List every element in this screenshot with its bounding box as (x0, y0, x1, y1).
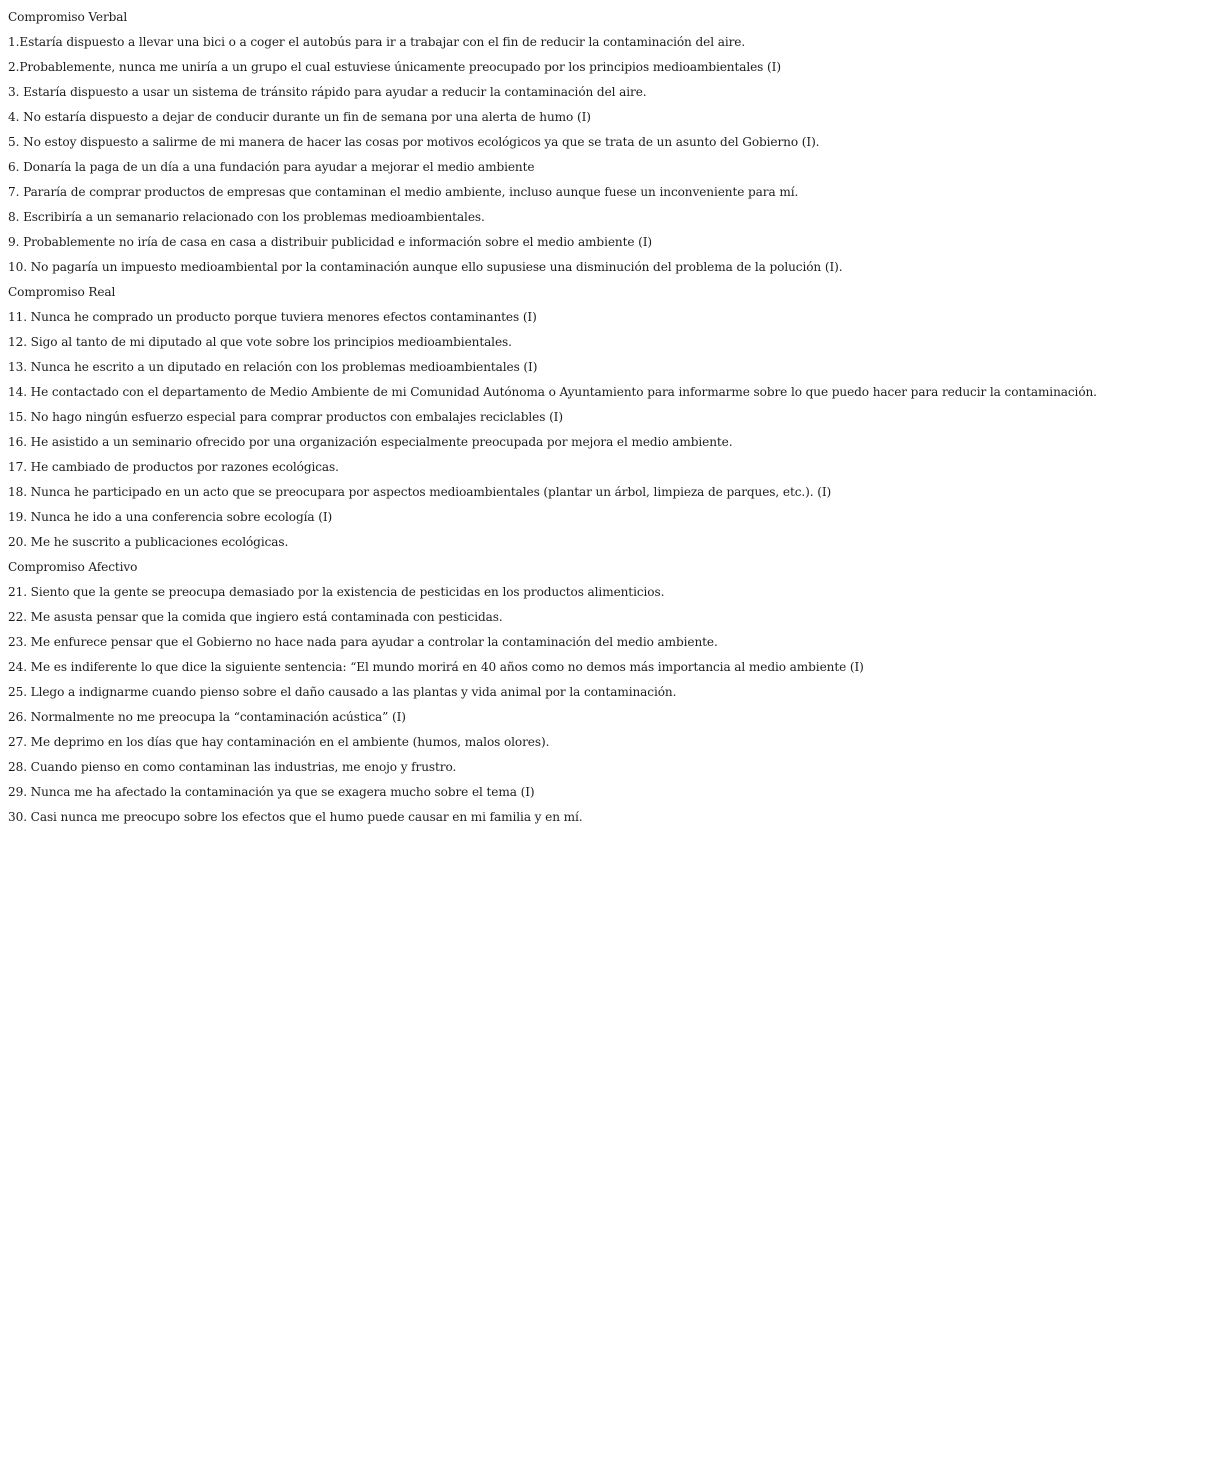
item-13: 13. Nunca he escrito a un diputado en relación con los problemas medioambientales (I) (8, 360, 538, 374)
questionnaire-document (8, 5, 1220, 830)
item-26: 26. Normalmente no me preocupa la “contaminación acústica” (I) (8, 710, 406, 724)
item-29: 29. Nunca me ha afectado la contaminación ya que se exagera mucho sobre el tema (I) (8, 785, 535, 799)
item-27: 27. Me deprimo en los días que hay contaminación en el ambiente (humos, malos olores). (8, 735, 550, 749)
item-23: 23. Me enfurece pensar que el Gobierno no hace nada para ayudar a controlar la contaminación del medio ambiente. (8, 635, 718, 649)
item-8: 8. Escribiría a un semanario relacionado con los problemas medioambientales. (8, 210, 485, 224)
item-16: 16. He asistido a un seminario ofrecido por una organización especialmente preocupada por mejora el medio ambiente. (8, 435, 733, 449)
item-1: 1.Estaría dispuesto a llevar una bici o a coger el autobús para ir a trabajar con el fin de reducir la contaminación del aire. (8, 35, 746, 49)
item-5: 5. No estoy dispuesto a salirme de mi manera de hacer las cosas por motivos ecológicos ya que se trata de un asunto del Gobierno (I). (8, 135, 820, 149)
item-28: 28. Cuando pienso en como contaminan las industrias, me enojo y frustro. (8, 760, 457, 774)
section-heading-real: Compromiso Real (8, 285, 116, 299)
item-10: 10. No pagaría un impuesto medioambiental por la contaminación aunque ello supusiese una disminución del problema de la polución (I). (8, 260, 843, 274)
item-20: 20. Me he suscrito a publicaciones ecológicas. (8, 535, 289, 549)
item-3: 3. Estaría dispuesto a usar un sistema de tránsito rápido para ayudar a reducir la contaminación del aire. (8, 85, 647, 99)
section-heading-afectivo: Compromiso Afectivo (8, 560, 138, 574)
item-9: 9. Probablemente no iría de casa en casa a distribuir publicidad e información sobre el medio ambiente (I) (8, 235, 653, 249)
item-14: 14. He contactado con el departamento de Medio Ambiente de mi Comunidad Autónoma o Ayuntamiento para informarme sobre lo que puedo hacer para reducir la contaminación. (8, 385, 1097, 399)
item-15: 15. No hago ningún esfuerzo especial para comprar productos con embalajes reciclables (I) (8, 410, 563, 424)
item-21: 21. Siento que la gente se preocupa demasiado por la existencia de pesticidas en los productos alimenticios. (8, 585, 665, 599)
item-17: 17. He cambiado de productos por razones ecológicas. (8, 460, 339, 474)
item-25: 25. Llego a indignarme cuando pienso sobre el daño causado a las plantas y vida animal por la contaminación. (8, 685, 677, 699)
item-12: 12. Sigo al tanto de mi diputado al que vote sobre los principios medioambientales. (8, 335, 512, 349)
section-heading-verbal: Compromiso Verbal (8, 10, 128, 24)
item-2: 2.Probablemente, nunca me uniría a un grupo el cual estuviese únicamente preocupado por los principios medioambientales (I) (8, 60, 781, 74)
item-22: 22. Me asusta pensar que la comida que ingiero está contaminada con pesticidas. (8, 610, 503, 624)
item-11: 11. Nunca he comprado un producto porque tuviera menores efectos contaminantes (I) (8, 310, 537, 324)
item-24: 24. Me es indiferente lo que dice la siguiente sentencia: “El mundo morirá en 40 años como no demos más importancia al medio ambiente (I) (8, 660, 864, 674)
item-6: 6. Donaría la paga de un día a una fundación para ayudar a mejorar el medio ambiente (8, 160, 535, 174)
item-4: 4. No estaría dispuesto a dejar de conducir durante un fin de semana por una alerta de humo (I) (8, 110, 591, 124)
item-19: 19. Nunca he ido a una conferencia sobre ecología (I) (8, 510, 333, 524)
item-18: 18. Nunca he participado en un acto que se preocupara por aspectos medioambientales (plantar un árbol, limpieza de parques, etc.). (I) (8, 485, 832, 499)
item-7: 7. Pararía de comprar productos de empresas que contaminan el medio ambiente, incluso aunque fuese un inconveniente para mí. (8, 185, 799, 199)
item-30: 30. Casi nunca me preocupo sobre los efectos que el humo puede causar en mi familia y en mí. (8, 810, 583, 824)
